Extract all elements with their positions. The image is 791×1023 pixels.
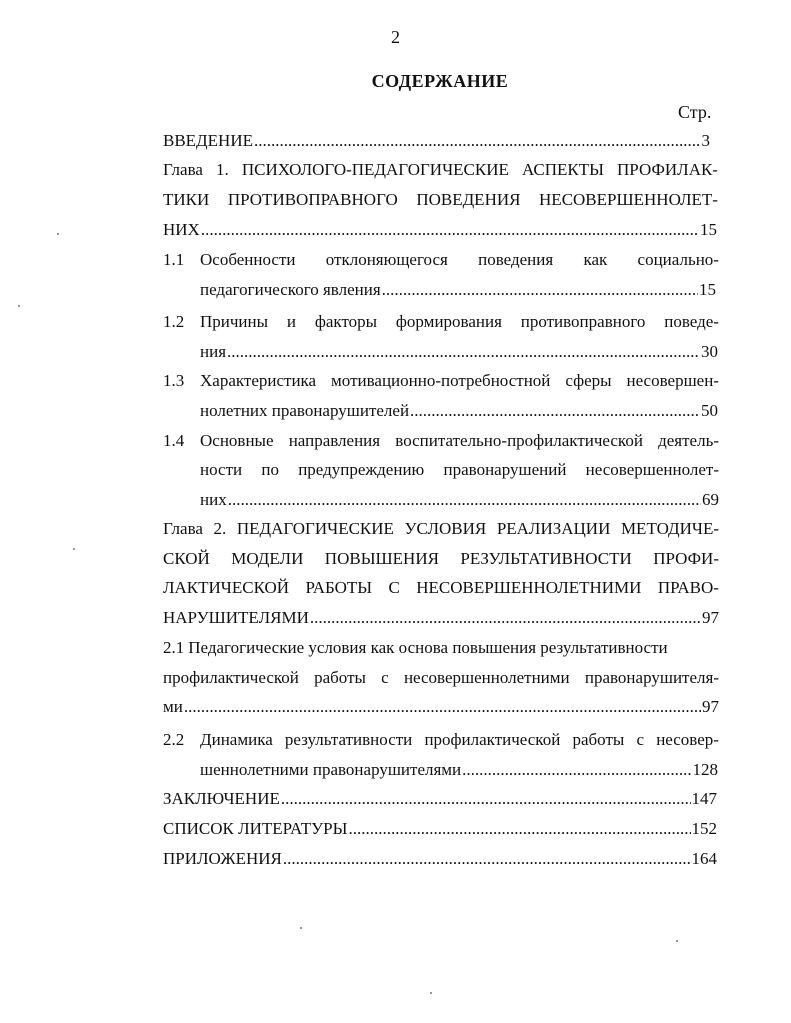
toc-word: с xyxy=(381,668,389,687)
toc-word: ЛАКТИЧЕСКОЙ xyxy=(163,578,290,597)
toc-word: МОДЕЛИ xyxy=(231,549,304,568)
toc-word: несовершеннолет- xyxy=(585,460,719,479)
toc-entry-text: нолетних правонарушителей xyxy=(200,401,410,420)
toc-word: Динамика xyxy=(200,730,273,749)
toc-entry-text: ми xyxy=(163,697,183,716)
toc-word: ности xyxy=(200,460,243,479)
scan-speck xyxy=(430,992,432,994)
toc-chapter-2-line-3 xyxy=(163,577,719,599)
page-column-label: Стр. xyxy=(678,102,712,122)
toc-word: ТИКИ xyxy=(163,190,210,209)
toc-word: ПОВЫШЕНИЯ xyxy=(324,549,439,568)
toc-entry-page: 69 xyxy=(702,490,719,509)
toc-word: РЕЗУЛЬТАТИВНОСТИ xyxy=(460,549,632,568)
toc-section-1-1-line-1[interactable] xyxy=(200,249,719,271)
toc-word: работы xyxy=(572,730,625,749)
toc-word: Характеристика xyxy=(200,371,317,390)
toc-word: МЕТОДИЧЕ- xyxy=(620,519,719,538)
toc-word: мотивационно-потребностной xyxy=(331,371,551,390)
toc-word: ПРОФИ- xyxy=(653,549,719,568)
toc-word: сферы xyxy=(565,371,612,390)
toc-entry-appendices[interactable] xyxy=(163,848,717,870)
toc-leader xyxy=(283,848,691,870)
toc-chapter-1-line-3 xyxy=(163,219,717,241)
toc-entry-page: 128 xyxy=(692,760,718,779)
toc-word: правонарушений xyxy=(443,460,567,479)
toc-word: деятель- xyxy=(658,431,719,450)
toc-entry-text: них xyxy=(200,490,227,509)
toc-leader xyxy=(310,607,701,629)
toc-leader xyxy=(184,696,701,718)
toc-section-1-4-line-3 xyxy=(200,489,719,511)
toc-section-2-2-line-2 xyxy=(200,759,718,781)
toc-entry-bibliography[interactable] xyxy=(163,818,717,840)
toc-word: формирования xyxy=(395,312,502,331)
toc-section-1-4-line-1[interactable] xyxy=(200,430,719,452)
toc-leader xyxy=(254,130,701,152)
scan-speck xyxy=(57,233,59,235)
toc-word: несовершеннолетними xyxy=(403,668,570,687)
toc-word: РЕАЛИЗАЦИИ xyxy=(496,519,611,538)
toc-word: поведе- xyxy=(664,312,719,331)
toc-leader xyxy=(410,400,700,422)
toc-entry-title: ПРИЛОЖЕНИЯ xyxy=(163,849,282,868)
toc-chapter-1-line-1[interactable] xyxy=(163,159,718,181)
toc-section-number: 1.4 xyxy=(163,431,185,450)
toc-word: несовершен- xyxy=(626,371,719,390)
toc-word: ПОВЕДЕНИЯ xyxy=(416,190,521,209)
toc-entry-page: 152 xyxy=(691,819,717,838)
toc-word: и xyxy=(286,312,296,331)
toc-section-1-2-line-2 xyxy=(200,341,718,363)
toc-word: ПРОФИЛАК- xyxy=(617,160,718,179)
toc-section-number: 2.1 xyxy=(163,638,185,657)
scan-speck xyxy=(676,940,678,942)
toc-section-2-1-line-3 xyxy=(163,696,719,718)
toc-chapter-2-line-1[interactable] xyxy=(163,518,719,540)
scan-speck xyxy=(300,927,302,929)
toc-entry-title: СПИСОК ЛИТЕРАТУРЫ xyxy=(163,819,348,838)
toc-word: С xyxy=(388,578,400,597)
toc-leader xyxy=(201,219,699,241)
toc-entry-text: Педагогические условия как основа повышения результативности xyxy=(188,638,668,657)
toc-word: Основные xyxy=(200,431,274,450)
toc-entry-page: 97 xyxy=(702,608,719,627)
toc-word: предупреждению xyxy=(298,460,425,479)
toc-word: как xyxy=(583,250,608,269)
toc-word: СКОЙ xyxy=(163,549,210,568)
toc-leader xyxy=(462,759,691,781)
toc-leader xyxy=(382,279,698,301)
toc-section-1-3-line-2 xyxy=(200,400,718,422)
toc-chapter-1-line-2 xyxy=(163,189,718,211)
toc-entry-page: 15 xyxy=(700,220,717,239)
toc-entry-page: 15 xyxy=(699,280,716,299)
toc-word: ПСИХОЛОГО-ПЕДАГОГИЧЕСКИЕ xyxy=(241,160,509,179)
toc-section-1-2-line-1[interactable] xyxy=(200,311,719,333)
toc-chapter-2-line-2 xyxy=(163,548,719,570)
toc-section-2-1-line-1[interactable] xyxy=(163,637,719,659)
toc-word: Глава xyxy=(163,519,203,538)
toc-word: отклоняющегося xyxy=(325,250,448,269)
toc-word: профилактической xyxy=(163,668,299,687)
toc-word: 2. xyxy=(213,519,227,538)
toc-chapter-2-line-4 xyxy=(163,607,719,629)
toc-entry-title: ВВЕДЕНИЕ xyxy=(163,131,253,150)
toc-entry-page: 50 xyxy=(701,401,718,420)
toc-entry-text: ния xyxy=(200,342,227,361)
toc-word: АСПЕКТЫ xyxy=(521,160,604,179)
toc-word: РАБОТЫ xyxy=(305,578,373,597)
toc-word: воспитательно-профилактической xyxy=(395,431,643,450)
toc-section-2-1-line-2 xyxy=(163,667,719,689)
toc-word: противоправного xyxy=(520,312,646,331)
toc-word: поведения xyxy=(478,250,554,269)
toc-entry-text: НАРУШИТЕЛЯМИ xyxy=(163,608,309,627)
toc-word: результативности xyxy=(284,730,413,749)
toc-leader xyxy=(227,341,700,363)
toc-word: Особенности xyxy=(200,250,296,269)
toc-entry-text: педагогического явления xyxy=(200,280,381,299)
toc-entry-page: 147 xyxy=(691,789,717,808)
toc-word: правонарушителя- xyxy=(584,668,719,687)
toc-leader xyxy=(228,489,701,511)
toc-word: Глава xyxy=(163,160,203,179)
page-title: СОДЕРЖАНИЕ xyxy=(371,71,509,91)
toc-entry-title: ЗАКЛЮЧЕНИЕ xyxy=(163,789,280,808)
toc-word: 1. xyxy=(216,160,229,179)
toc-entry-page: 97 xyxy=(702,697,719,716)
toc-word: ПРАВО- xyxy=(657,578,719,597)
toc-word: НЕСОВЕРШЕННОЛЕТ- xyxy=(539,190,718,209)
toc-section-1-1-line-2 xyxy=(200,279,716,301)
toc-word: работы xyxy=(314,668,366,687)
toc-word: факторы xyxy=(314,312,378,331)
toc-section-number: 1.1 xyxy=(163,250,185,269)
toc-word: ПРОТИВОПРАВНОГО xyxy=(227,190,398,209)
toc-word: по xyxy=(261,460,279,479)
toc-word: социально- xyxy=(637,250,719,269)
toc-section-2-2-line-1[interactable] xyxy=(200,729,719,751)
toc-section-1-3-line-1[interactable] xyxy=(200,370,719,392)
page-number: 2 xyxy=(391,27,400,47)
toc-word: ПЕДАГОГИЧЕСКИЕ xyxy=(236,519,394,538)
toc-entry-conclusion[interactable] xyxy=(163,788,717,810)
toc-section-number: 1.2 xyxy=(163,312,185,331)
toc-word: с xyxy=(636,730,645,749)
scan-speck xyxy=(73,548,75,550)
toc-section-number: 1.3 xyxy=(163,371,185,390)
toc-entry-page: 164 xyxy=(691,849,717,868)
toc-entry-page: 3 xyxy=(701,131,710,150)
toc-word: направления xyxy=(288,431,381,450)
toc-entry-text: шеннолетними правонарушителями xyxy=(200,760,462,779)
toc-entry-text: НИХ xyxy=(163,220,200,239)
toc-word: несовер- xyxy=(656,730,719,749)
toc-word: НЕСОВЕРШЕННОЛЕТНИМИ xyxy=(416,578,642,597)
scan-speck xyxy=(18,305,20,307)
toc-word: профилактической xyxy=(424,730,561,749)
toc-section-1-4-line-2 xyxy=(200,459,719,481)
toc-word: Причины xyxy=(200,312,269,331)
toc-section-number: 2.2 xyxy=(163,730,185,749)
toc-leader xyxy=(281,788,691,810)
toc-word: УСЛОВИЯ xyxy=(404,519,487,538)
toc-leader xyxy=(348,818,690,840)
toc-entry-page: 30 xyxy=(701,342,718,361)
toc-entry-intro[interactable] xyxy=(163,130,710,152)
